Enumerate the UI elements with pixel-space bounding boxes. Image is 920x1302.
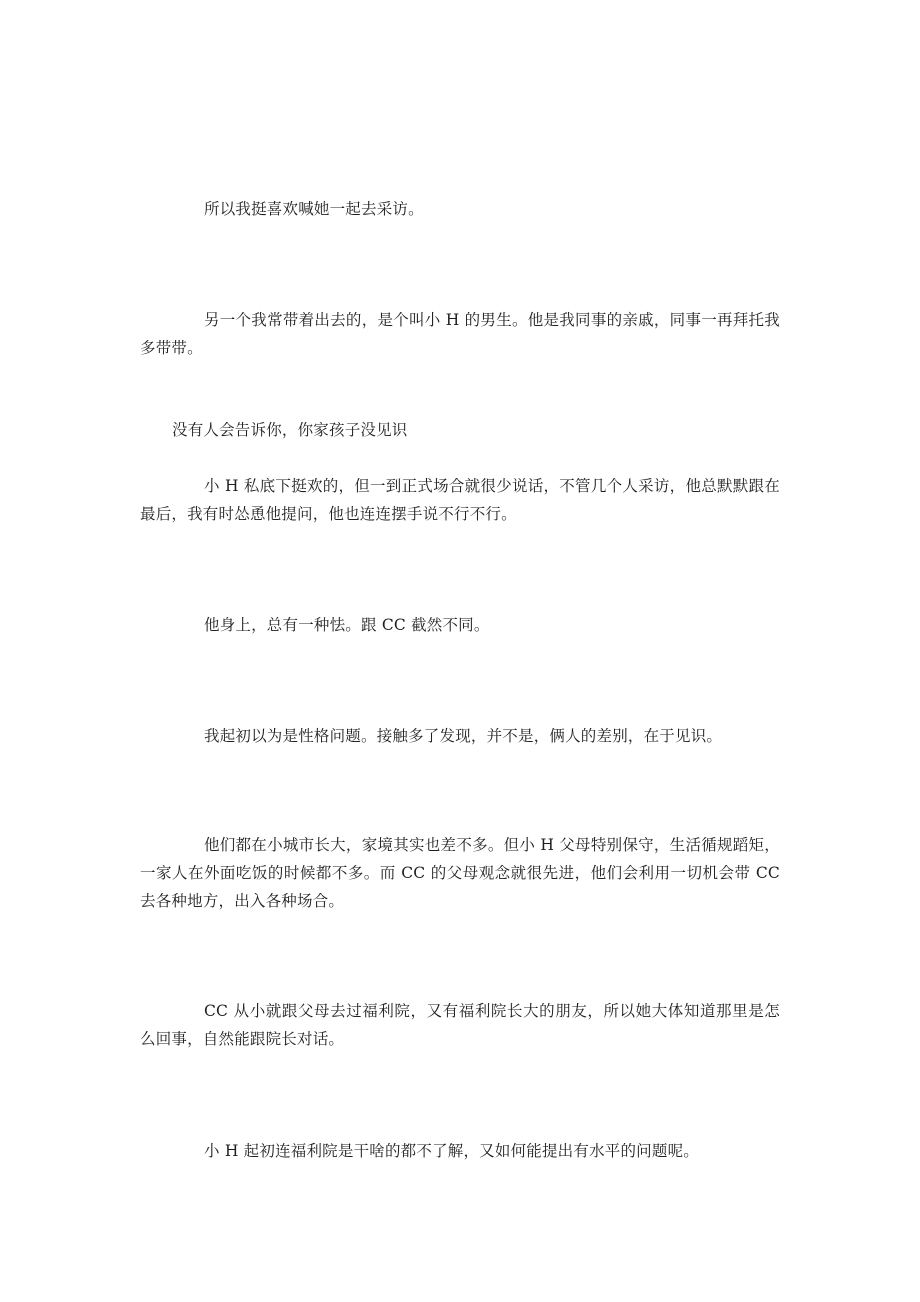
paragraph-6: 他们都在小城市长大，家境其实也差不多。但小 H 父母特别保守，生活循规蹈矩，一家人在外面吃饭的时候都不多。而 CC 的父母观念就很先进，他们会利用一切机会带 CC 去各种地方，出入各种场合。 bbox=[140, 836, 780, 910]
section-heading: 没有人会告诉你，你家孩子没见识 bbox=[172, 421, 408, 439]
paragraph-4: 他身上，总有一种怯。跟 CC 截然不同。 bbox=[204, 616, 490, 634]
paragraph-8: 小 H 起初连福利院是干啥的都不了解，又如何能提出有水平的问题呢。 bbox=[204, 1142, 699, 1160]
paragraph-5: 我起初以为是性格问题。接触多了发现，并不是，俩人的差别，在于见识。 bbox=[204, 727, 723, 745]
paragraph-7: CC 从小就跟父母去过福利院，又有福利院长大的朋友，所以她大体知道那里是怎么回事，自然能跟院长对话。 bbox=[140, 1002, 780, 1048]
paragraph-3: 小 H 私底下挺欢的，但一到正式场合就很少说话，不管几个人采访，他总默默跟在最后，我有时怂恿他提问，他也连连摆手说不行不行。 bbox=[140, 477, 780, 523]
paragraph-2: 另一个我常带着出去的，是个叫小 H 的男生。他是我同事的亲戚，同事一再拜托我多带带。 bbox=[140, 311, 780, 357]
paragraph-1: 所以我挺喜欢喊她一起去采访。 bbox=[204, 200, 424, 218]
